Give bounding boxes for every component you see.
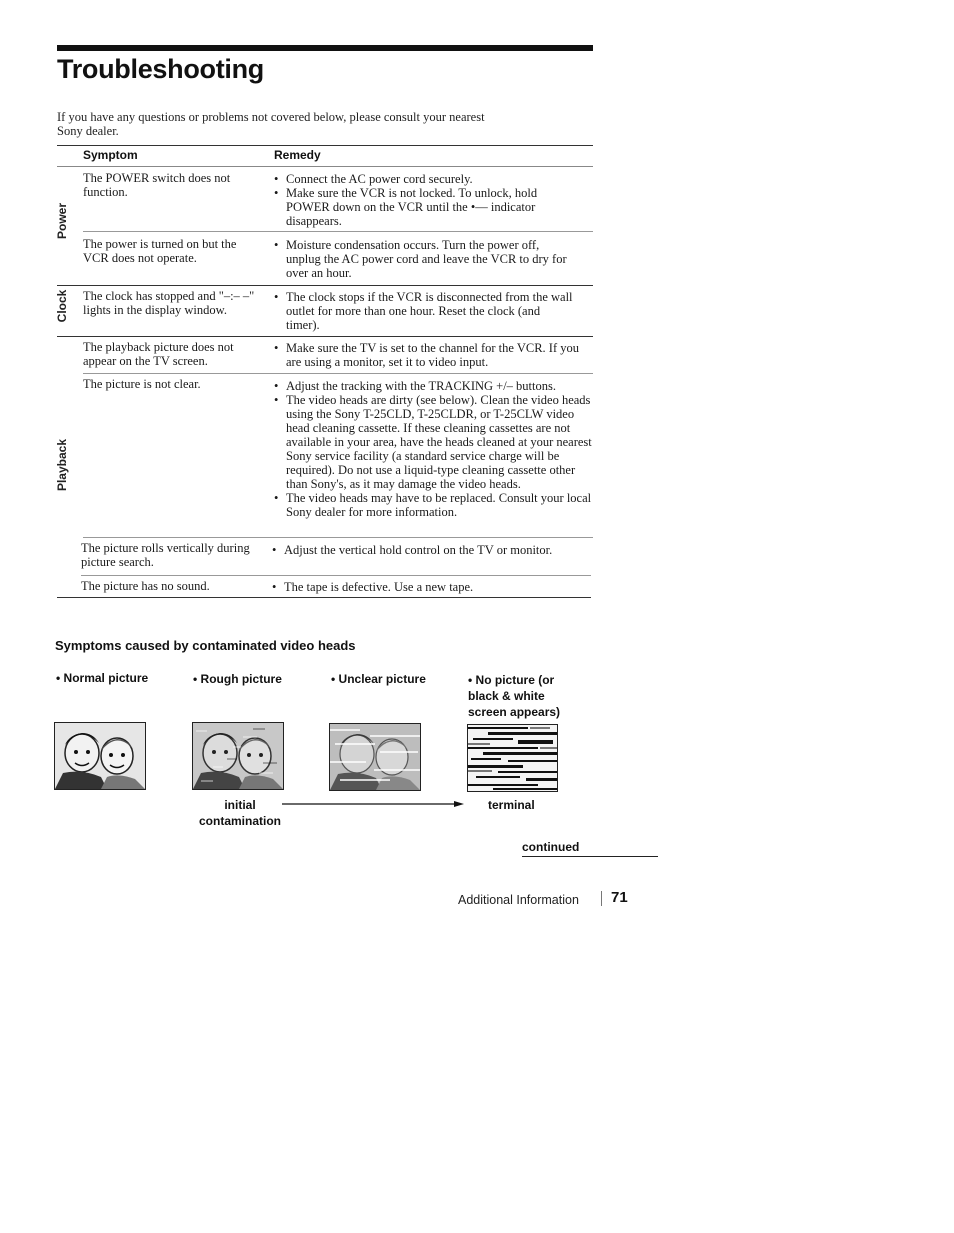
table-row-symptom: The picture has no sound. <box>81 579 210 593</box>
table-row-symptom: The POWER switch does not function. <box>83 171 231 199</box>
table-row-symptom: The picture rolls vertically during picture search. <box>81 541 250 569</box>
section-divider <box>57 285 593 286</box>
label-unclear-picture: • Unclear picture <box>331 672 426 686</box>
title-rule <box>57 45 593 51</box>
symptom-header: Symptom <box>83 148 138 162</box>
table-row-remedy <box>274 290 574 332</box>
label-normal-picture: • Normal picture <box>56 671 149 685</box>
table-row-remedy <box>274 379 592 519</box>
remedy-item: • Adjust the vertical hold control on the TV or monitor. <box>272 543 590 557</box>
unclear-picture-image <box>329 723 421 791</box>
header-rule <box>57 166 593 167</box>
initial-label: initial contamination <box>198 798 281 828</box>
remedy-header: Remedy <box>274 148 321 162</box>
section-label-power: Power <box>55 203 69 240</box>
table-row-remedy <box>272 580 590 594</box>
continued-rule <box>522 856 658 857</box>
footer-section-title: Additional Information <box>458 893 579 907</box>
remedy-item: • Connect the AC power cord securely. <box>274 172 574 186</box>
remedy-item: • Make sure the TV is set to the channel for the VCR. If you are using a monitor, set it to video input. <box>274 341 592 369</box>
remedy-item: • The tape is defective. Use a new tape. <box>272 580 590 594</box>
no-picture-image <box>467 724 558 792</box>
terminal-label: terminal <box>488 798 535 812</box>
intro-text: If you have any questions or problems not covered below, please consult your nearest Sony dealer. <box>57 110 485 138</box>
remedy-item: • Adjust the tracking with the TRACKING +/– buttons. <box>274 379 592 393</box>
remedy-item: • The video heads are dirty (see below). Clean the video heads using the Sony T-25CLD, T-25CLDR, or T-25CLW video head cleaning cassette. If these cleaning cassettes are not available in your area, have the heads cleaned at your nearest Sony service facility (a standard service charge will be required). Do not use a liquid-type cleaning cassette other than Sony's, as it may damage the video heads. <box>274 393 592 491</box>
row-divider <box>83 231 593 232</box>
page-title: Troubleshooting <box>57 54 264 84</box>
section-label-playback: Playback <box>55 438 69 492</box>
row-divider <box>81 575 591 576</box>
section-divider <box>57 336 593 337</box>
table-bottom-rule <box>57 597 591 598</box>
table-row-symptom: The playback picture does not appear on the TV screen. <box>83 340 234 368</box>
footer-separator <box>601 891 602 906</box>
table-row-remedy <box>274 341 592 369</box>
normal-picture-image <box>54 722 146 790</box>
remedy-item: • Moisture condensation occurs. Turn the power off, unplug the AC power cord and leave the VCR to dry for over an hour. <box>274 238 574 280</box>
section-label-clock: Clock <box>55 289 69 323</box>
table-row-remedy <box>272 543 590 557</box>
table-row-remedy <box>274 172 574 228</box>
remedy-item: • The clock stops if the VCR is disconnected from the wall outlet for more than one hour. Reset the clock (and timer). <box>274 290 574 332</box>
table-row-symptom: The clock has stopped and "–:– –" lights in the display window. <box>83 289 255 317</box>
table-row-symptom: The power is turned on but the VCR does not operate. <box>83 237 237 265</box>
continued-label: continued <box>522 840 580 854</box>
table-row-remedy <box>274 238 574 280</box>
remedy-item: • Make sure the VCR is not locked. To unlock, hold POWER down on the VCR until the •— indicator disappears. <box>274 186 574 228</box>
table-row-symptom: The picture is not clear. <box>83 377 201 391</box>
table-top-rule <box>57 145 593 146</box>
remedy-item: • The video heads may have to be replaced. Consult your local Sony dealer for more information. <box>274 491 592 519</box>
progression-arrow-icon <box>282 800 464 808</box>
label-no-picture: • No picture (or black & white screen appears) <box>468 673 561 719</box>
label-rough-picture: • Rough picture <box>193 672 282 686</box>
row-divider <box>83 537 593 538</box>
row-divider <box>83 373 593 374</box>
contamination-heading: Symptoms caused by contaminated video heads <box>55 638 356 653</box>
page-number: 71 <box>611 889 628 906</box>
rough-picture-image <box>192 722 284 790</box>
